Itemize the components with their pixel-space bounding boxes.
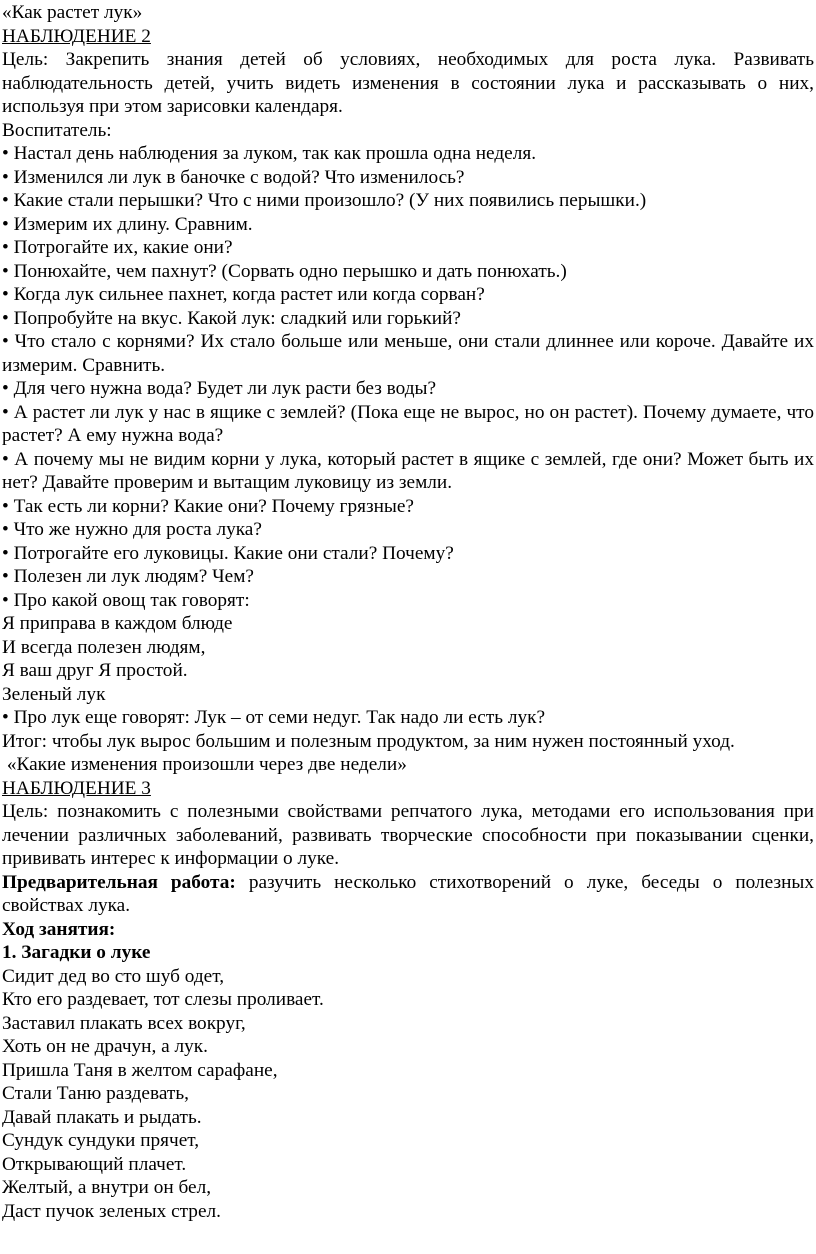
question-item: • Когда лук сильнее пахнет, когда растет или когда сорван? (2, 284, 485, 305)
observation-2-goal: Цель: Закрепить знания детей об условиях, необходимых для роста лука. Развивать наблюдательность детей, учить видеть изменения в состоянии лука и рассказывать о них, используя при этом зарисовки календаря. (2, 49, 814, 117)
observation-3-heading: НАБЛЮДЕНИЕ 3 (2, 777, 151, 799)
question-item: • А почему мы не видим корни у лука, который растет в ящике с землей, где они? Может быть их нет? Давайте проверим и вытащим луковицу из земли. (2, 448, 814, 493)
question-item: • Измерим их длину. Сравним. (2, 213, 253, 235)
riddle-line: Я ваш друг Я простой. (2, 660, 188, 681)
lesson-heading: Ход занятия: (2, 918, 116, 940)
riddle-line: Давай плакать и рыдать. (2, 1106, 202, 1128)
question-item: • Изменился ли лук в баночке с водой? Что изменилось? (2, 166, 465, 188)
preliminary-work-label: Предварительная работа: (2, 871, 236, 893)
riddle-answer: Зеленый лук (2, 683, 106, 705)
riddle-line: Стали Таню раздевать, (2, 1083, 189, 1104)
riddle-line: Пришла Таня в желтом сарафане, (2, 1059, 278, 1081)
observation-3-goal: Цель: познакомить с полезными свойствами репчатого лука, методами его использования при лечении различных заболеваний, развивать творческие способности при показывании сценки, прививать интерес к информации о луке. (2, 801, 814, 869)
question-item: • Полезен ли лук людям? Чем? (2, 566, 254, 587)
question-item: • Какие стали перышки? Что с ними произошло? (У них появились перышки.) (2, 190, 647, 211)
section-title: «Какие изменения произошли через две недели» (2, 754, 407, 775)
observation-2-heading: НАБЛЮДЕНИЕ 2 (2, 25, 151, 47)
question-item: • Понюхайте, чем пахнут? (Сорвать одно перышко и дать понюхать.) (2, 260, 567, 282)
section-title: «Как растет лук» (2, 2, 143, 23)
riddle-line: Кто его раздевает, тот слезы проливает. (2, 989, 324, 1010)
riddle-line: Даст пучок зеленых стрел. (2, 1200, 221, 1222)
preliminary-work-text: разучить несколько стихотворений о луке, беседы о полезных свойствах лука. (2, 871, 814, 916)
question-item: • Про какой овощ так говорят: (2, 589, 250, 611)
teacher-label: Воспитатель: (2, 119, 112, 141)
preliminary-work (2, 871, 814, 918)
question-item: • А растет ли лук у нас в ящике с землей? (Пока еще не вырос, но он растет). Почему думаете, что растет? А ему нужна вода? (2, 401, 814, 446)
question-item: • Что стало с корнями? Их стало больше или меньше, они стали длиннее или короче. Давайте их измерим. Сравнить. (2, 331, 814, 376)
riddle-line: Открывающий плачет. (2, 1153, 187, 1175)
question-item: • Настал день наблюдения за луком, так как прошла одна неделя. (2, 143, 537, 164)
observation-2-result: Итог: чтобы лук вырос большим и полезным продуктом, за ним нужен постоянный уход. (2, 730, 735, 752)
proverb-item: • Про лук еще говорят: Лук – от семи недуг. Так надо ли есть лук? (2, 707, 546, 728)
riddle-line: Сидит дед во сто шуб одет, (2, 965, 225, 987)
question-item: • Так есть ли корни? Какие они? Почему грязные? (2, 495, 414, 517)
question-item: • Потрогайте его луковицы. Какие они стали? Почему? (2, 542, 454, 564)
riddle-line: Я приправа в каждом блюде (2, 613, 233, 634)
riddle-line: Желтый, а внутри он бел, (2, 1177, 212, 1198)
question-item: • Что же нужно для роста лука? (2, 519, 262, 540)
riddle-line: Хоть он не драчун, а лук. (2, 1036, 208, 1057)
riddle-line: И всегда полезен людям, (2, 636, 206, 658)
question-item: • Для чего нужна вода? Будет ли лук расти без воды? (2, 378, 437, 399)
riddles-heading: 1. Загадки о луке (2, 942, 151, 963)
riddle-line: Сундук сундуки прячет, (2, 1130, 200, 1151)
riddle-line: Заставил плакать всех вокруг, (2, 1012, 246, 1034)
question-item: • Попробуйте на вкус. Какой лук: сладкий или горький? (2, 307, 461, 329)
question-item: • Потрогайте их, какие они? (2, 237, 233, 258)
